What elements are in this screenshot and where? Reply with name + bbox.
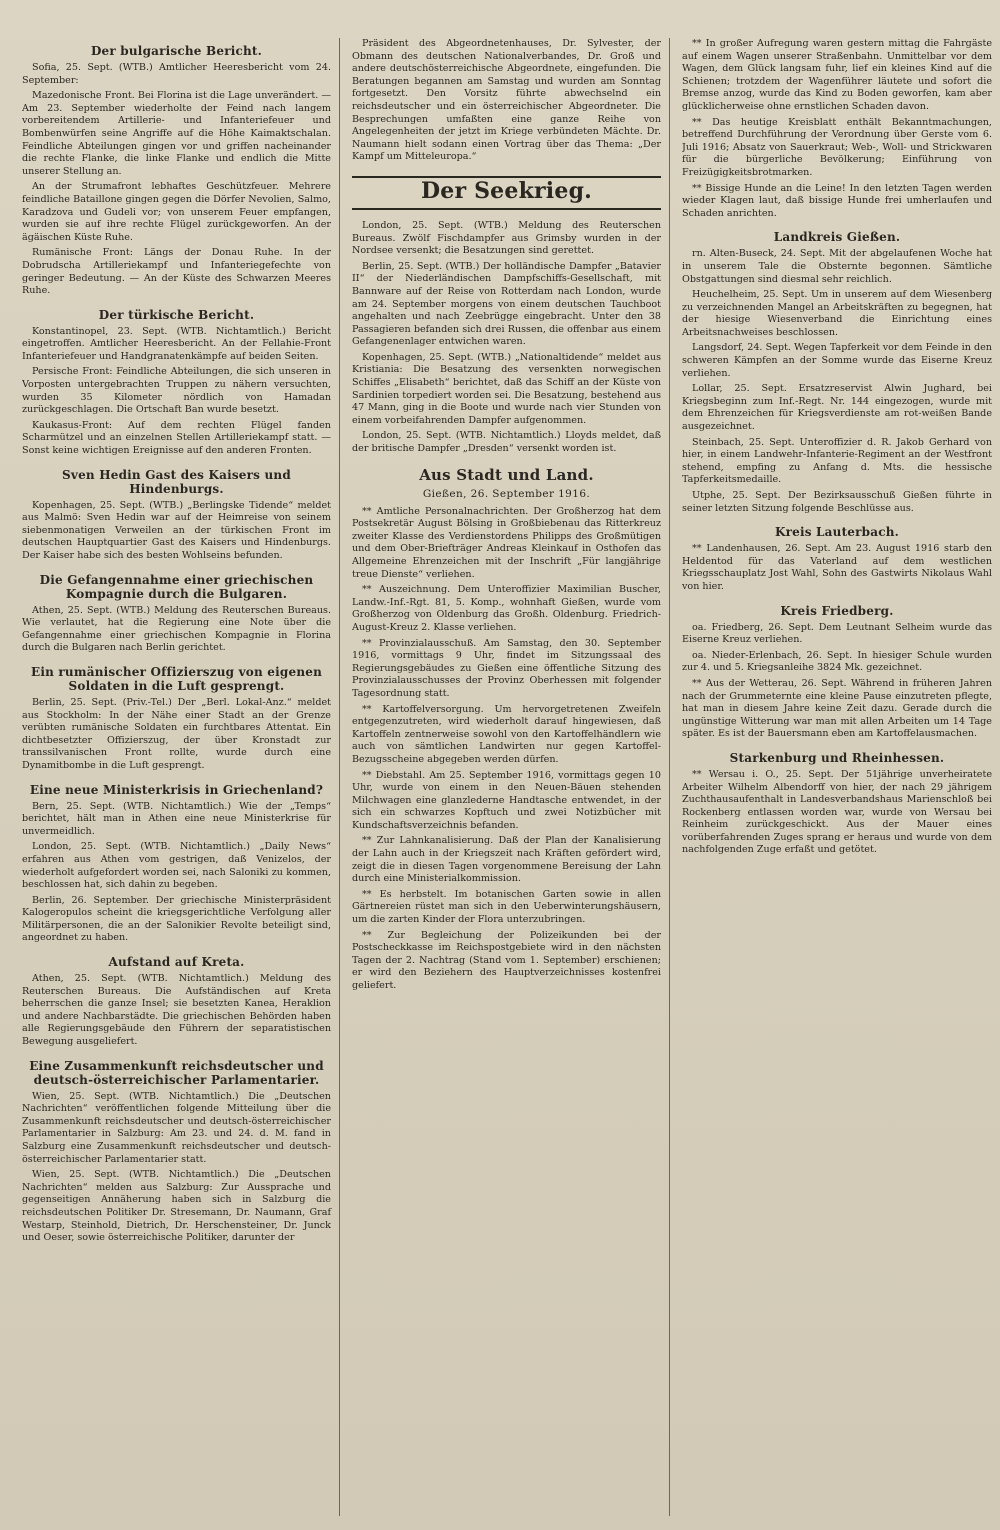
- article-paragraph: ** Zur Begleichung der Polizeikunden bei der Postscheckkasse im Reichspostgebiete wird in den nächsten Tagen der 2. Nachtrag (Stand vom 1. September) erschienen; er wird den Beziehern des Hauptverzeichnisses kostenfrei geliefert.: [352, 929, 661, 991]
- article: [22, 44, 331, 298]
- article-paragraph: ** Das heutige Kreisblatt enthält Bekanntmachungen, betreffend Durchführung der Verordnung über Gerste vom 6. Juli 1916; Absatz von Sauerkraut; Web-, Woll- und Strickwaren für die bürgerliche Bevölkerung; Einführung von Freizügigkeitsbrotmarken.: [682, 116, 992, 178]
- article-paragraph: Berlin, 25. Sept. (Priv.-Tel.) Der „Berl. Lokal-Anz.“ meldet aus Stockholm: In der Nähe einer Stadt an der Grenze verübten rumänische Soldaten ein furchtbares Attentat. Ein dichtbesetzter Offizierszug, der über Kronstadt zur transsilvanischen Front rollte, wurde durch eine Dynamitbombe in die Luft gesprengt.: [22, 696, 331, 771]
- columns: [22, 38, 992, 1516]
- article-paragraph: London, 25. Sept. (WTB. Nichtamtlich.) Lloyds meldet, daß der britische Dampfer „Dresden“ versenkt worden ist.: [352, 430, 661, 455]
- article-paragraph: Wien, 25. Sept. (WTB. Nichtamtlich.) Die „Deutschen Nachrichten“ veröffentlichen folgende Mitteilung über die Zusammenkunft reichsdeutscher und deutsch-österreichischer Parlamentarier in Salzburg: Am 23. und 24. d. M. fand in Salzburg eine Zusammenkunft reichsdeutscher und deutsch-österreichischer Parlamentarier statt.: [22, 1090, 331, 1165]
- article-paragraph: Heuchelheim, 25. Sept. Um in unserem auf dem Wiesenberg zu verzeichnenden Mangel an Arbeitskräften zu begegnen, hat der hiesige Wiesenverband die Einrichtung eines Arbeitsnachweises beschlossen.: [682, 289, 992, 338]
- article-paragraph: ** Diebstahl. Am 25. September 1916, vormittags gegen 10 Uhr, wurde von einem in den Neuen-Bäuen stehenden Milchwagen eine glanzlederne Handtasche entwendet, in der sich ein schwarzes Kopftuch und zwei Notizbücher mit Kundschaftsverzeichnis befanden.: [352, 769, 661, 831]
- article: [22, 955, 331, 1049]
- article: [682, 604, 992, 741]
- article-paragraph: Utphe, 25. Sept. Der Bezirksausschuß Gießen führte in seiner letzten Sitzung folgende Beschlüsse aus.: [682, 490, 992, 514]
- article-paragraph: Mazedonische Front. Bei Florina ist die Lage unverändert. — Am 23. September wiederholte der Feind nach langem vorbereitendem Artillerie- und Infanteriefeuer und Bombenwürfen seine Angriffe auf die Höhe Kaimaktschalan. Feindliche Abteilungen gingen vor und griffen nacheinander die rechte Flanke, die linke Flanke und endlich die Mitte unserer Stellung an.: [22, 90, 331, 177]
- article-heading: Aufstand auf Kreta.: [108, 955, 245, 970]
- column-3: [682, 38, 1000, 1516]
- article: [22, 468, 331, 563]
- article-paragraph: oa. Nieder-Erlenbach, 26. Sept. In hiesiger Schule wurden zur 4. und 5. Kriegsanleihe 3824 Mk. gezeichnet.: [682, 649, 992, 674]
- article-paragraph: Berlin, 26. September. Der griechische Ministerpräsident Kalogeropulos scheint die kriegsgerichtliche Verfolgung aller Militärpersonen, die an der Salonikier Revolte beteiligt sind, angeordnet zu haben.: [22, 894, 331, 944]
- dateline: Gießen, 26. September 1916.: [422, 487, 591, 500]
- article-heading: Aus Stadt und Land.: [419, 465, 594, 484]
- article-paragraph: ** Aus der Wetterau, 26. Sept. Während in früheren Jahren nach der Grummeternte eine kleine Pause einzutreten pflegte, hat man in diesem Jahre keine Zeit dazu. Gerade durch die ungünstige Witterung war man mit allen Arbeiten um 14 Tage später. Es ist der Bauersmann eben am Kartoffelausmachen.: [682, 677, 992, 740]
- article-heading: Der bulgarische Bericht.: [90, 44, 263, 58]
- article-paragraph: ** Provinzialausschuß. Am Samstag, den 30. September 1916, vormittags 9 Uhr, findet im Sitzungssaal des Regierungsgebäudes zu Gießen eine öffentliche Sitzung des Provinzialausschusses der Provinz Oberhessen mit folgender Tagesordnung statt.: [352, 637, 661, 699]
- article-paragraph: Rumänische Front: Längs der Donau Ruhe. In der Dobrudscha Artilleriekampf und Infanteriegefechte von geringer Bedeutung. — An der Küste des Schwarzen Meeres Ruhe.: [22, 247, 331, 297]
- article-paragraph: ** Zur Lahnkanalisierung. Daß der Plan der Kanalisierung der Lahn auch in der Kriegszeit nach Kräften gefördert wird, zeigt die in diesen Tagen vorgenommene Bereisung der Lahn durch eine Ministerialkommission.: [352, 835, 661, 885]
- article: [682, 38, 992, 220]
- article-heading: Der Seekrieg.: [352, 176, 661, 210]
- article-heading: Starkenburg und Rheinhessen.: [729, 750, 945, 765]
- article-paragraph: Wien, 25. Sept. (WTB. Nichtamtlich.) Die „Deutschen Nachrichten“ melden aus Salzburg: Zur Aussprache und gegenseitigen Annäherung haben sich in Salzburg die reichsdeutschen Politiker Dr. Stresemann, Dr. Naumann, Graf Westarp, Steinhold, Dietrich, Dr. Herschensteiner, Dr. Junck und Oeser, sowie österreichische Politiker, darunter der: [22, 1169, 331, 1244]
- article-paragraph: Konstantinopel, 23. Sept. (WTB. Nichtamtlich.) Bericht eingetroffen. Amtlicher Heeresbericht. An der Fellahie-Front Infanteriefeuer und Handgranatenkämpfe auf beiden Seiten.: [22, 325, 331, 362]
- article-heading: Eine neue Ministerkrisis in Griechenland?: [29, 782, 324, 797]
- article-paragraph: ** Es herbstelt. Im botanischen Garten sowie in allen Gärtnereien rüstet man sich in den Ueberwinterungshäusern, um die zarten Kinder der Flora unterzubringen.: [352, 888, 661, 926]
- article: [352, 38, 661, 164]
- article-paragraph: Bern, 25. Sept. (WTB. Nichtamtlich.) Wie der „Temps“ berichtet, hält man in Athen eine neue Ministerkrise für unvermeidlich.: [22, 800, 331, 837]
- article-paragraph: London, 25. Sept. (WTB. Nichtamtlich.) „Daily News“ erfahren aus Athen vom gestrigen, daß Venizelos, der wiederholt aufgefordert worden sei, nach Saloniki zu kommen, beschlossen hat, sich dahin zu begeben.: [22, 841, 331, 891]
- article: [682, 525, 992, 593]
- article-paragraph: Athen, 25. Sept. (WTB. Nichtamtlich.) Meldung des Reuterschen Bureaus. Die Aufständischen auf Kreta beherrschen die ganze Insel; sie besetzten Kanea, Heraklion und andere Nachbarstädte. Die griechischen Behörden haben alle Regierungsgebäude den Führern der separatistischen Bewegung ausgeliefert.: [22, 973, 331, 1048]
- article-paragraph: Sofia, 25. Sept. (WTB.) Amtlicher Heeresbericht vom 24. September:: [22, 62, 331, 86]
- article-heading: Sven Hedin Gast des Kaisers und Hindenburgs.: [62, 467, 291, 496]
- article-paragraph: London, 25. Sept. (WTB.) Meldung des Reuterschen Bureaus. Zwölf Fischdampfer aus Grimsby wurden in der Nordsee versenkt; die Besatzungen sind gerettet.: [352, 219, 661, 257]
- article-paragraph: ** Auszeichnung. Dem Unteroffizier Maximilian Buscher, Landw.-Inf.-Rgt. 81, 5. Komp., wohnhaft Gießen, wurde vom Großherzog von Oldenburg das Großh. Oldenburg. Friedrich-August-Kreuz 2. Klasse verliehen.: [352, 584, 661, 633]
- article: [22, 1059, 331, 1245]
- article: [22, 308, 331, 458]
- article-heading: Die Gefangennahme einer griechischen Kompagnie durch die Bulgaren.: [39, 572, 314, 601]
- article-paragraph: Berlin, 25. Sept. (WTB.) Der holländische Dampfer „Batavier II“ der Niederländischen Dampfschiffs-Gesellschaft, mit Bannware auf der Reise von Rotterdam nach London, wurde am 24. September morgens von einem deutschen Tauchboot angehalten und nach Zeebrügge eingebracht. Unter den 38 Passagieren befanden sich drei Russen, die offenbar aus einem Gefangenenlager entwichen waren.: [352, 260, 661, 348]
- column-2: [352, 38, 670, 1516]
- article: [352, 176, 661, 456]
- article-paragraph: Langsdorf, 24. Sept. Wegen Tapferkeit vor dem Feinde in den schweren Kämpfen an der Somme wurde das Eiserne Kreuz verliehen.: [682, 342, 992, 379]
- article-paragraph: ** Wersau i. O., 25. Sept. Der 51jährige unverheiratete Arbeiter Wilhelm Albendorff von hier, der nach 29 jährigem Zuchthausaufenthalt in Landesverbandshaus Marienschloß bei Rockenberg entlassen worden war, wurde von Wersau bei Reinheim zurückgeschickt. Aus der Mauer eines vorüberfahrenden Zuges sprang er heraus und wurde von dem nachfolgenden Zuge erfaßt und getötet.: [682, 768, 992, 856]
- article-heading: Kreis Friedberg.: [780, 603, 894, 618]
- article-paragraph: ** Amtliche Personalnachrichten. Der Großherzog hat dem Postsekretär August Bölsing in Großbiebenau das Ritterkreuz zweiter Klasse des Verdienstordens Philipps des Großmütigen und dem Ober-Briefträger Andreas Kleinkauf in Osthofen das Allgemeine Ehrenzeichen mit der Inschrift „Für langjährige treue Dienste“ verliehen.: [352, 505, 661, 580]
- article: [22, 783, 331, 946]
- article-heading: Landkreis Gießen.: [773, 230, 901, 245]
- article: [682, 751, 992, 857]
- article-paragraph: oa. Friedberg, 26. Sept. Dem Leutnant Selheim wurde das Eiserne Kreuz verliehen.: [682, 621, 992, 646]
- article-paragraph: rn. Alten-Buseck, 24. Sept. Mit der abgelaufenen Woche hat in unserem Tale die Obsternte begonnen. Sämtliche Obstgattungen sind diesmal sehr reichlich.: [682, 248, 992, 285]
- article-paragraph: Kaukasus-Front: Auf dem rechten Flügel fanden Scharmützel und an einzelnen Stellen Artilleriekampf statt. — Sonst keine wichtigen Ereignisse auf den anderen Fronten.: [22, 419, 331, 457]
- article: [682, 230, 992, 515]
- article-heading: Ein rumänischer Offizierszug von eigenen Soldaten in die Luft gesprengt.: [30, 664, 323, 693]
- article-paragraph: Athen, 25. Sept. (WTB.) Meldung des Reuterschen Bureaus. Wie verlautet, hat die Regierung eine Note über die Gefangennahme einer griechischen Kompagnie in Florina durch die Bulgaren nach Berlin gerichtet.: [22, 604, 331, 654]
- article-paragraph: Kopenhagen, 25. Sept. (WTB.) „Nationaltidende“ meldet aus Kristiania: Die Besatzung des versenkten norwegischen Schiffes „Elisabeth“ berichtet, daß das Schiff an der Küste von Sardinien torpediert worden sei. Die Besatzung, bestehend aus 47 Mann, ging in die Boote und wurde nach vier Stunden von einem vorbeifahrenden Dampfer aufgenommen.: [352, 351, 661, 426]
- article-paragraph: ** Kartoffelversorgung. Um hervorgetretenen Zweifeln entgegenzutreten, wird wiederholt darauf hingewiesen, daß Kartoffeln zentnerweise sowohl von den Kartoffelhändlern wie auch von sämtlichen Landwirten nur gegen Kartoffel-Bezugsscheine abgegeben werden dürfen.: [352, 703, 661, 765]
- article-heading: Kreis Lauterbach.: [774, 525, 900, 540]
- article-paragraph: Präsident des Abgeordnetenhauses, Dr. Sylvester, der Obmann des deutschen Nationalverbandes, Dr. Groß und andere deutschösterreichische Abgeordnete, eingefunden. Die Beratungen begannen am Samstag und wurden am Sonntag fortgesetzt. Den Vorsitz führte abwechselnd ein reichsdeutscher und ein österreichischer Abgeordneter. Die Besprechungen umfaßten eine ganze Reihe von Angelegenheiten der jetzt im Kriege verbündeten Mächte. Dr. Naumann hielt sodann einen Vortrag über das Thema: „Der Kampf um Mitteleuropa.“: [352, 38, 661, 163]
- article-heading: Eine Zusammenkunft reichsdeutscher und deutsch-österreichischer Parlamentarier.: [29, 1058, 324, 1087]
- article-paragraph: Lollar, 25. Sept. Ersatzreservist Alwin Jughard, bei Kriegsbeginn zum Inf.-Regt. Nr. 144 eingezogen, wurde mit dem Ehrenzeichen für Kriegsverdienste am rot-weißen Bande ausgezeichnet.: [682, 383, 992, 433]
- article-paragraph: ** Landenhausen, 26. Sept. Am 23. August 1916 starb den Heldentod für das Vaterland auf dem westlichen Kriegsschauplatz Jost Wahl, Sohn des Gastwirts Nikolaus Wahl von hier.: [682, 543, 992, 592]
- article: [352, 466, 661, 993]
- article-heading: Der türkische Bericht.: [98, 307, 255, 322]
- article-paragraph: Kopenhagen, 25. Sept. (WTB.) „Berlingske Tidende“ meldet aus Malmö: Sven Hedin war auf der Heimreise von seinem siebenmonatigen Verweilen an der türkischen Front im deutschen Hauptquartier Gast des Kaisers und Hindenburgs. Der Kaiser habe sich des besten Wohlseins befunden.: [22, 499, 331, 561]
- article-paragraph: Steinbach, 25. Sept. Unteroffizier d. R. Jakob Gerhard von hier, in einem Landwehr-Infanterie-Regiment an der Westfront stehend, empfing zu Anfang d. Mts. die hessische Tapferkeitsmedaille.: [682, 436, 992, 486]
- article: [22, 665, 331, 773]
- column-1: [22, 38, 340, 1516]
- article-paragraph: ** Bissige Hunde an die Leine! In den letzten Tagen werden wieder Klagen laut, daß bissige Hunde frei umherlaufen und Schaden anrichten.: [682, 182, 992, 219]
- article-paragraph: Persische Front: Feindliche Abteilungen, die sich unseren in Vorposten untergebrachten Truppen zu nähern versuchten, wurden 35 Kilometer nördlich von Hamadan zurückgeschlagen. Die Ortschaft Ban wurde besetzt.: [22, 366, 331, 416]
- article-paragraph: An der Strumafront lebhaftes Geschützfeuer. Mehrere feindliche Bataillone gingen gegen die Dörfer Nevolien, Salmo, Karadzova und Gudeli vor; von unserem Feuer empfangen, wurden sie auf ihre rechte Flügel zurückgeworfen. An der ägäischen Küste Ruhe.: [22, 181, 331, 243]
- article: [22, 573, 331, 655]
- article-paragraph: ** In großer Aufregung waren gestern mittag die Fahrgäste auf einem Wagen unserer Straßenbahn. Unmittelbar vor dem Wagen, dem Glück langsam fuhr, lief ein kleines Kind auf die Schienen; trotzdem der Wagenführer läutete und sofort die Bremse anzog, wurde das Kind zu Boden geworfen, kam aber glücklicherweise ohne ernstlichen Schaden davon.: [682, 38, 992, 112]
